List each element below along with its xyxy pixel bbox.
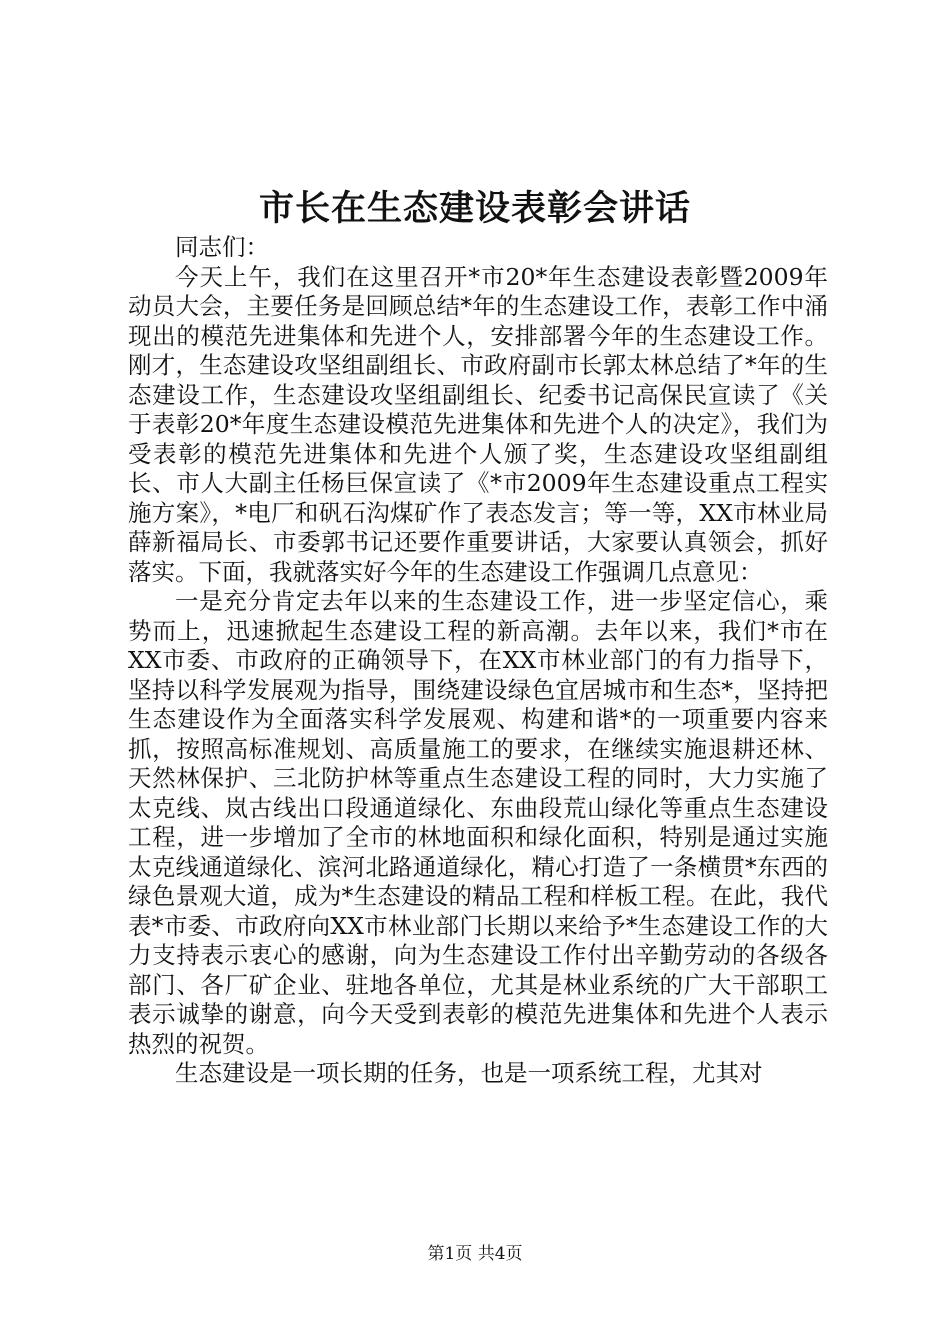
salutation-paragraph: 同志们： bbox=[175, 233, 269, 261]
body-paragraph: 一是充分肯定去年以来的生态建设工作，进一步坚定信心，乘势而上，迅速掀起生态建设工程的新高潮。去年以来，我们*市在XX市委、市政府的正确领导下，在XX市林业部门的有力指导下，坚持以科学发展观为指导，围绕建设绿色宜居城市和生态*，坚持把生态建设作为全面落实科学发展观、构建和谐*的一项重要内容来抓，按照高标准规划、高质量施工的要求，在继续实施退耕还林、天然林保护、三北防护林等重点生态建设工程的同时，大力实施了太克线、岚古线出口段通道绿化、东曲段荒山绿化等重点生态建设工程，进一步增加了全市的林地面积和绿化面积，特别是通过实施太克线通道绿化、滨河北路通道绿化，精心打造了一条横贯*东西的绿色景观大道，成为*生态建设的精品工程和样板工程。在此，我代表*市委、市政府向XX市林业部门长期以来给予*生态建设工作的大力支持表示衷心的感谢，向为生态建设工作付出辛勤劳动的各级各部门、各厂矿企业、驻地各单位，尤其是林业系统的广大干部职工表示诚挚的谢意，向今天受到表彰的模范先进集体和先进个人表示热烈的祝贺。 bbox=[128, 587, 828, 1058]
document-body bbox=[128, 233, 828, 1089]
page-footer: 第1页 共4页 bbox=[427, 1244, 523, 1264]
document-title: 市长在生态建设表彰会讲话 bbox=[258, 188, 691, 229]
body-paragraph: 今天上午，我们在这里召开*市20*年生态建设表彰暨2009年动员大会，主要任务是回顾总结*年的生态建设工作，表彰工作中涌现出的模范先进集体和先进个人，安排部署今年的生态建设工作。刚才，生态建设攻坚组副组长、市政府副市长郭太林总结了*年的生态建设工作，生态建设攻坚组副组长、纪委书记高保民宣读了《关于表彰20*年度生态建设模范先进集体和先进个人的决定》，我们为受表彰的模范先进集体和先进个人颁了奖，生态建设攻坚组副组长、市人大副主任杨巨保宣读了《*市2009年生态建设重点工程实施方案》，*电厂和矾石沟煤矿作了表态发言；等一等，XX市林业局薛新福局长、市委郭书记还要作重要讲话，大家要认真领会，抓好落实。下面，我就落实好今年的生态建设工作强调几点意见： bbox=[128, 262, 828, 586]
body-paragraph: 生态建设是一项长期的任务，也是一项系统工程，尤其对 bbox=[175, 1059, 763, 1087]
